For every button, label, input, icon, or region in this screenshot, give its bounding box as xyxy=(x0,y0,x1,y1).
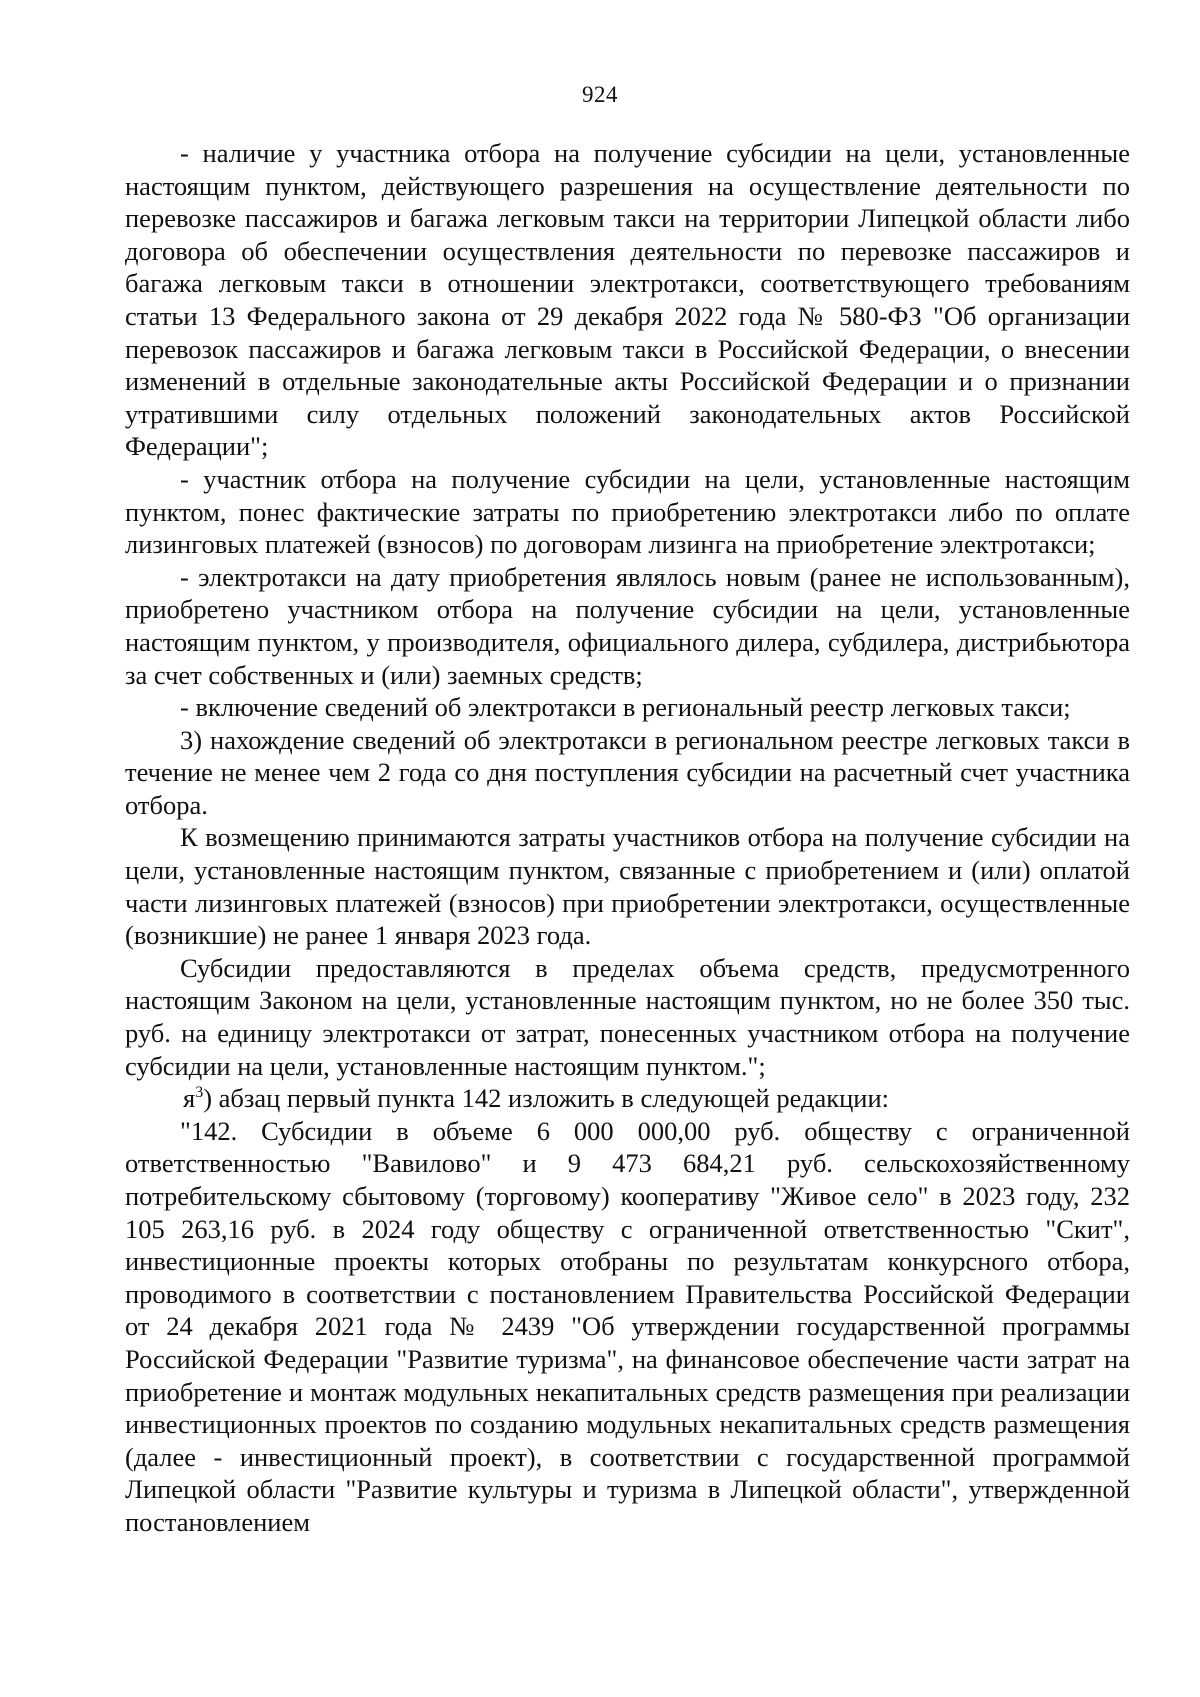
paragraph-registry-inclusion: - включение сведений об электротакси в региональный реестр легковых такси; xyxy=(180,692,1071,723)
amendment-letter: я xyxy=(183,1083,196,1114)
document-body xyxy=(125,137,1130,1539)
paragraph-subsidy-limit: Субсидии предоставляются в пределах объема средств, предусмотренного настоящим Законом на цели, установленные настоящим пунктом, но не более 350 тыс. руб. на единицу электротакси от затрат, понесенных участником отбора на получение субсидии на цели, установленные настоящим пунктом."; xyxy=(125,952,1130,1081)
paragraph-amendment xyxy=(125,1082,1130,1115)
paragraph-item-142: "142. Субсидии в объеме 6 000 000,00 руб. обществу с ограниченной ответственностью "Вавилово" и 9 473 684,21 руб. сельскохозяйственному потребительскому сбытовому (торговому) кооперативу "Живое село" в 2023 году, 232 105 263,16 руб. в 2024 году обществу с ограниченной ответственностью "Скит", инвестиционные проекты которых отобраны по результатам конкурсного отбора, проводимого в соответствии с постановлением Правительства Российской Федерации от 24 декабря 2021 года № 2439 "Об утверждении государственной программы Российской Федерации "Развитие туризма", на финансовое обеспечение части затрат на приобретение и монтаж модульных некапитальных средств размещения при реализации инвестиционных проектов по созданию модульных некапитальных средств размещения (далее - инвестиционный проект), в соответствии с государственной программой Липецкой области "Развитие культуры и туризма в Липецкой области", утвержденной постановлением xyxy=(125,1115,1130,1537)
paragraph-reimbursable-costs: К возмещению принимаются затраты участников отбора на получение субсидии на цели, установленные настоящим пунктом, связанные с приобретением и (или) оплатой части лизинговых платежей (взносов) при приобретении электротакси, осуществленные (возникшие) не ранее 1 января 2023 года. xyxy=(125,822,1130,951)
paragraph-new-vehicle: - электротакси на дату приобретения являлось новым (ранее не использованным), приобретено участником отбора на получение субсидии на цели, установленные настоящим пунктом, у производителя, официального дилера, субдилера, дистрибьютора за счет собственных и (или) заемных средств; xyxy=(125,561,1130,690)
paragraph-registry-duration: 3) нахождение сведений об электротакси в региональном реестре легковых такси в течение не менее чем 2 года со дня поступления субсидии на расчетный счет участника отбора. xyxy=(125,724,1130,820)
page-number: 924 xyxy=(582,82,618,107)
amendment-superscript: 3 xyxy=(195,1084,204,1102)
paragraph-actual-costs: - участник отбора на получение субсидии на цели, установленные настоящим пунктом, понес фактические затраты по приобретению электротакси либо по оплате лизинговых платежей (взносов) по договорам лизинга на приобретение электротакси; xyxy=(125,463,1130,560)
paragraph-permit-requirement: - наличие у участника отбора на получение субсидии на цели, установленные настоящим пунктом, действующего разрешения на осуществление деятельности по перевозке пассажиров и багажа легковым такси на территории Липецкой области либо договора об обеспечении осуществления деятельности по перевозке пассажиров и багажа легковым такси в отношении электротакси, соответствующего требованиям статьи 13 Федерального закона от 29 декабря 2022 года № 580-ФЗ "Об организации перевозок пассажиров и багажа легковым такси в Российской Федерации, о внесении изменений в отдельные законодательные акты Российской Федерации и о признании утратившими силу отдельных положений законодательных актов Российской Федерации"; xyxy=(125,138,1130,462)
amendment-text: ) абзац первый пункта 142 изложить в следующей редакции: xyxy=(203,1083,890,1114)
